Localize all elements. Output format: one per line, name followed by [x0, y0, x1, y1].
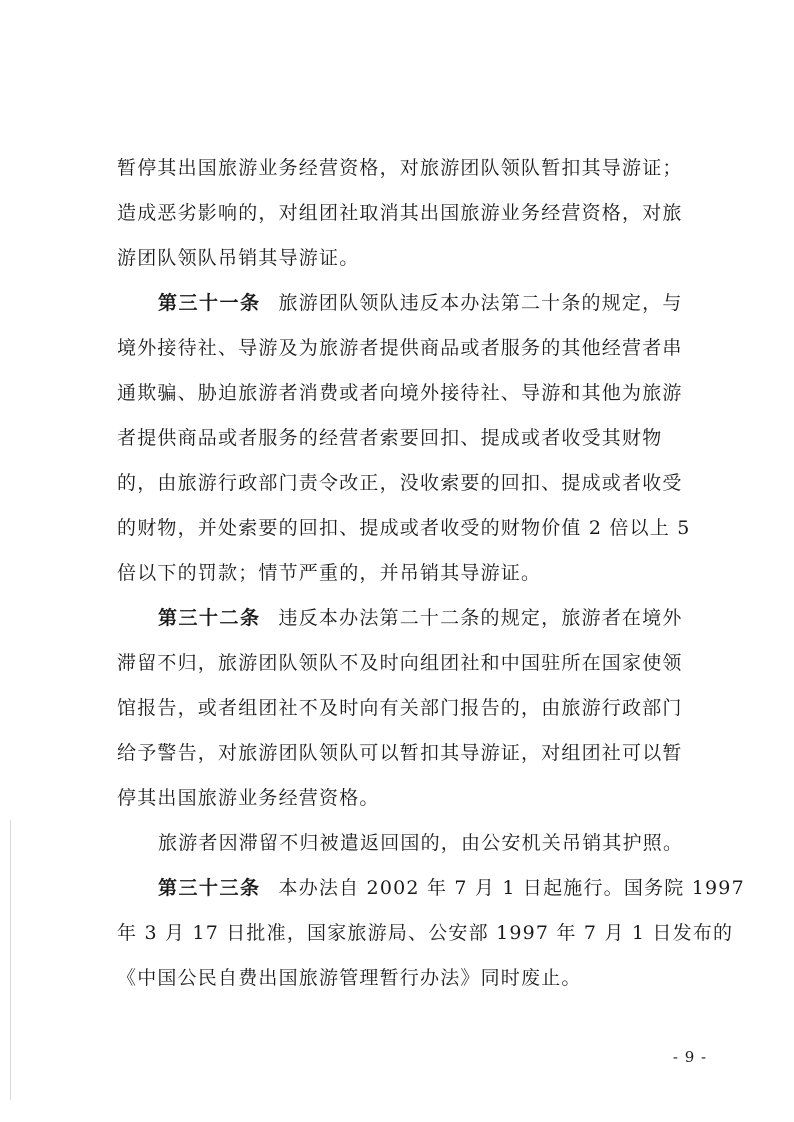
- text-line: 通欺骗、胁迫旅游者消费或者向境外接待社、导游和其他为旅游: [117, 382, 683, 404]
- article-31-first-line: [158, 283, 698, 323]
- text-line: 年 3 月 17 日批准，国家旅游局、公安部 1997 年 7 月 1 日发布的: [117, 922, 734, 944]
- text-line: 倍以下的罚款；情节严重的，并吊销其导游证。: [117, 562, 542, 584]
- article-31-heading: 第三十一条: [158, 292, 261, 314]
- text-line: 境外接待社、导游及为旅游者提供商品或者服务的其他经营者串: [117, 337, 683, 359]
- article-33-first-line: [158, 868, 745, 908]
- text-line: 滞留不归，旅游团队领队不及时向组团社和中国驻所在国家使领: [117, 652, 683, 674]
- text-line: 的财物，并处索要的回扣、提成或者收受的财物价值 2 倍以上 5: [117, 517, 691, 539]
- text-line: 游团队领队吊销其导游证。: [117, 247, 360, 269]
- text-line: 《中国公民自费出国旅游管理暂行办法》同时废止。: [117, 967, 582, 989]
- text-line: 者提供商品或者服务的经营者索要回扣、提成或者收受其财物: [117, 427, 663, 449]
- article-32-text: 违反本办法第二十二条的规定，旅游者在境外: [278, 607, 683, 629]
- scan-margin-line: [10, 820, 11, 1100]
- text-line: 暂停其出国旅游业务经营资格，对旅游团队领队暂扣其导游证；: [117, 157, 683, 179]
- article-31-text: 旅游团队领队违反本办法第二十条的规定，与: [278, 292, 683, 314]
- text-line: 旅游者因滞留不归被遣返回国的，由公安机关吊销其护照。: [158, 832, 684, 854]
- article-32-first-line: [158, 598, 698, 638]
- article-33-text: 本办法自 2002 年 7 月 1 日起施行。国务院 1997: [278, 877, 745, 899]
- page-number: - 9 -: [672, 1048, 708, 1066]
- text-line: 停其出国旅游业务经营资格。: [117, 787, 380, 809]
- text-line: 的，由旅游行政部门责令改正，没收索要的回扣、提成或者收受: [117, 472, 683, 494]
- article-32-heading: 第三十二条: [158, 607, 261, 629]
- text-line: 造成恶劣影响的，对组团社取消其出国旅游业务经营资格，对旅: [117, 202, 683, 224]
- text-line: 馆报告，或者组团社不及时向有关部门报告的，由旅游行政部门: [117, 697, 683, 719]
- text-line: 给予警告，对旅游团队领队可以暂扣其导游证，对组团社可以暂: [117, 742, 683, 764]
- article-33-heading: 第三十三条: [158, 877, 261, 899]
